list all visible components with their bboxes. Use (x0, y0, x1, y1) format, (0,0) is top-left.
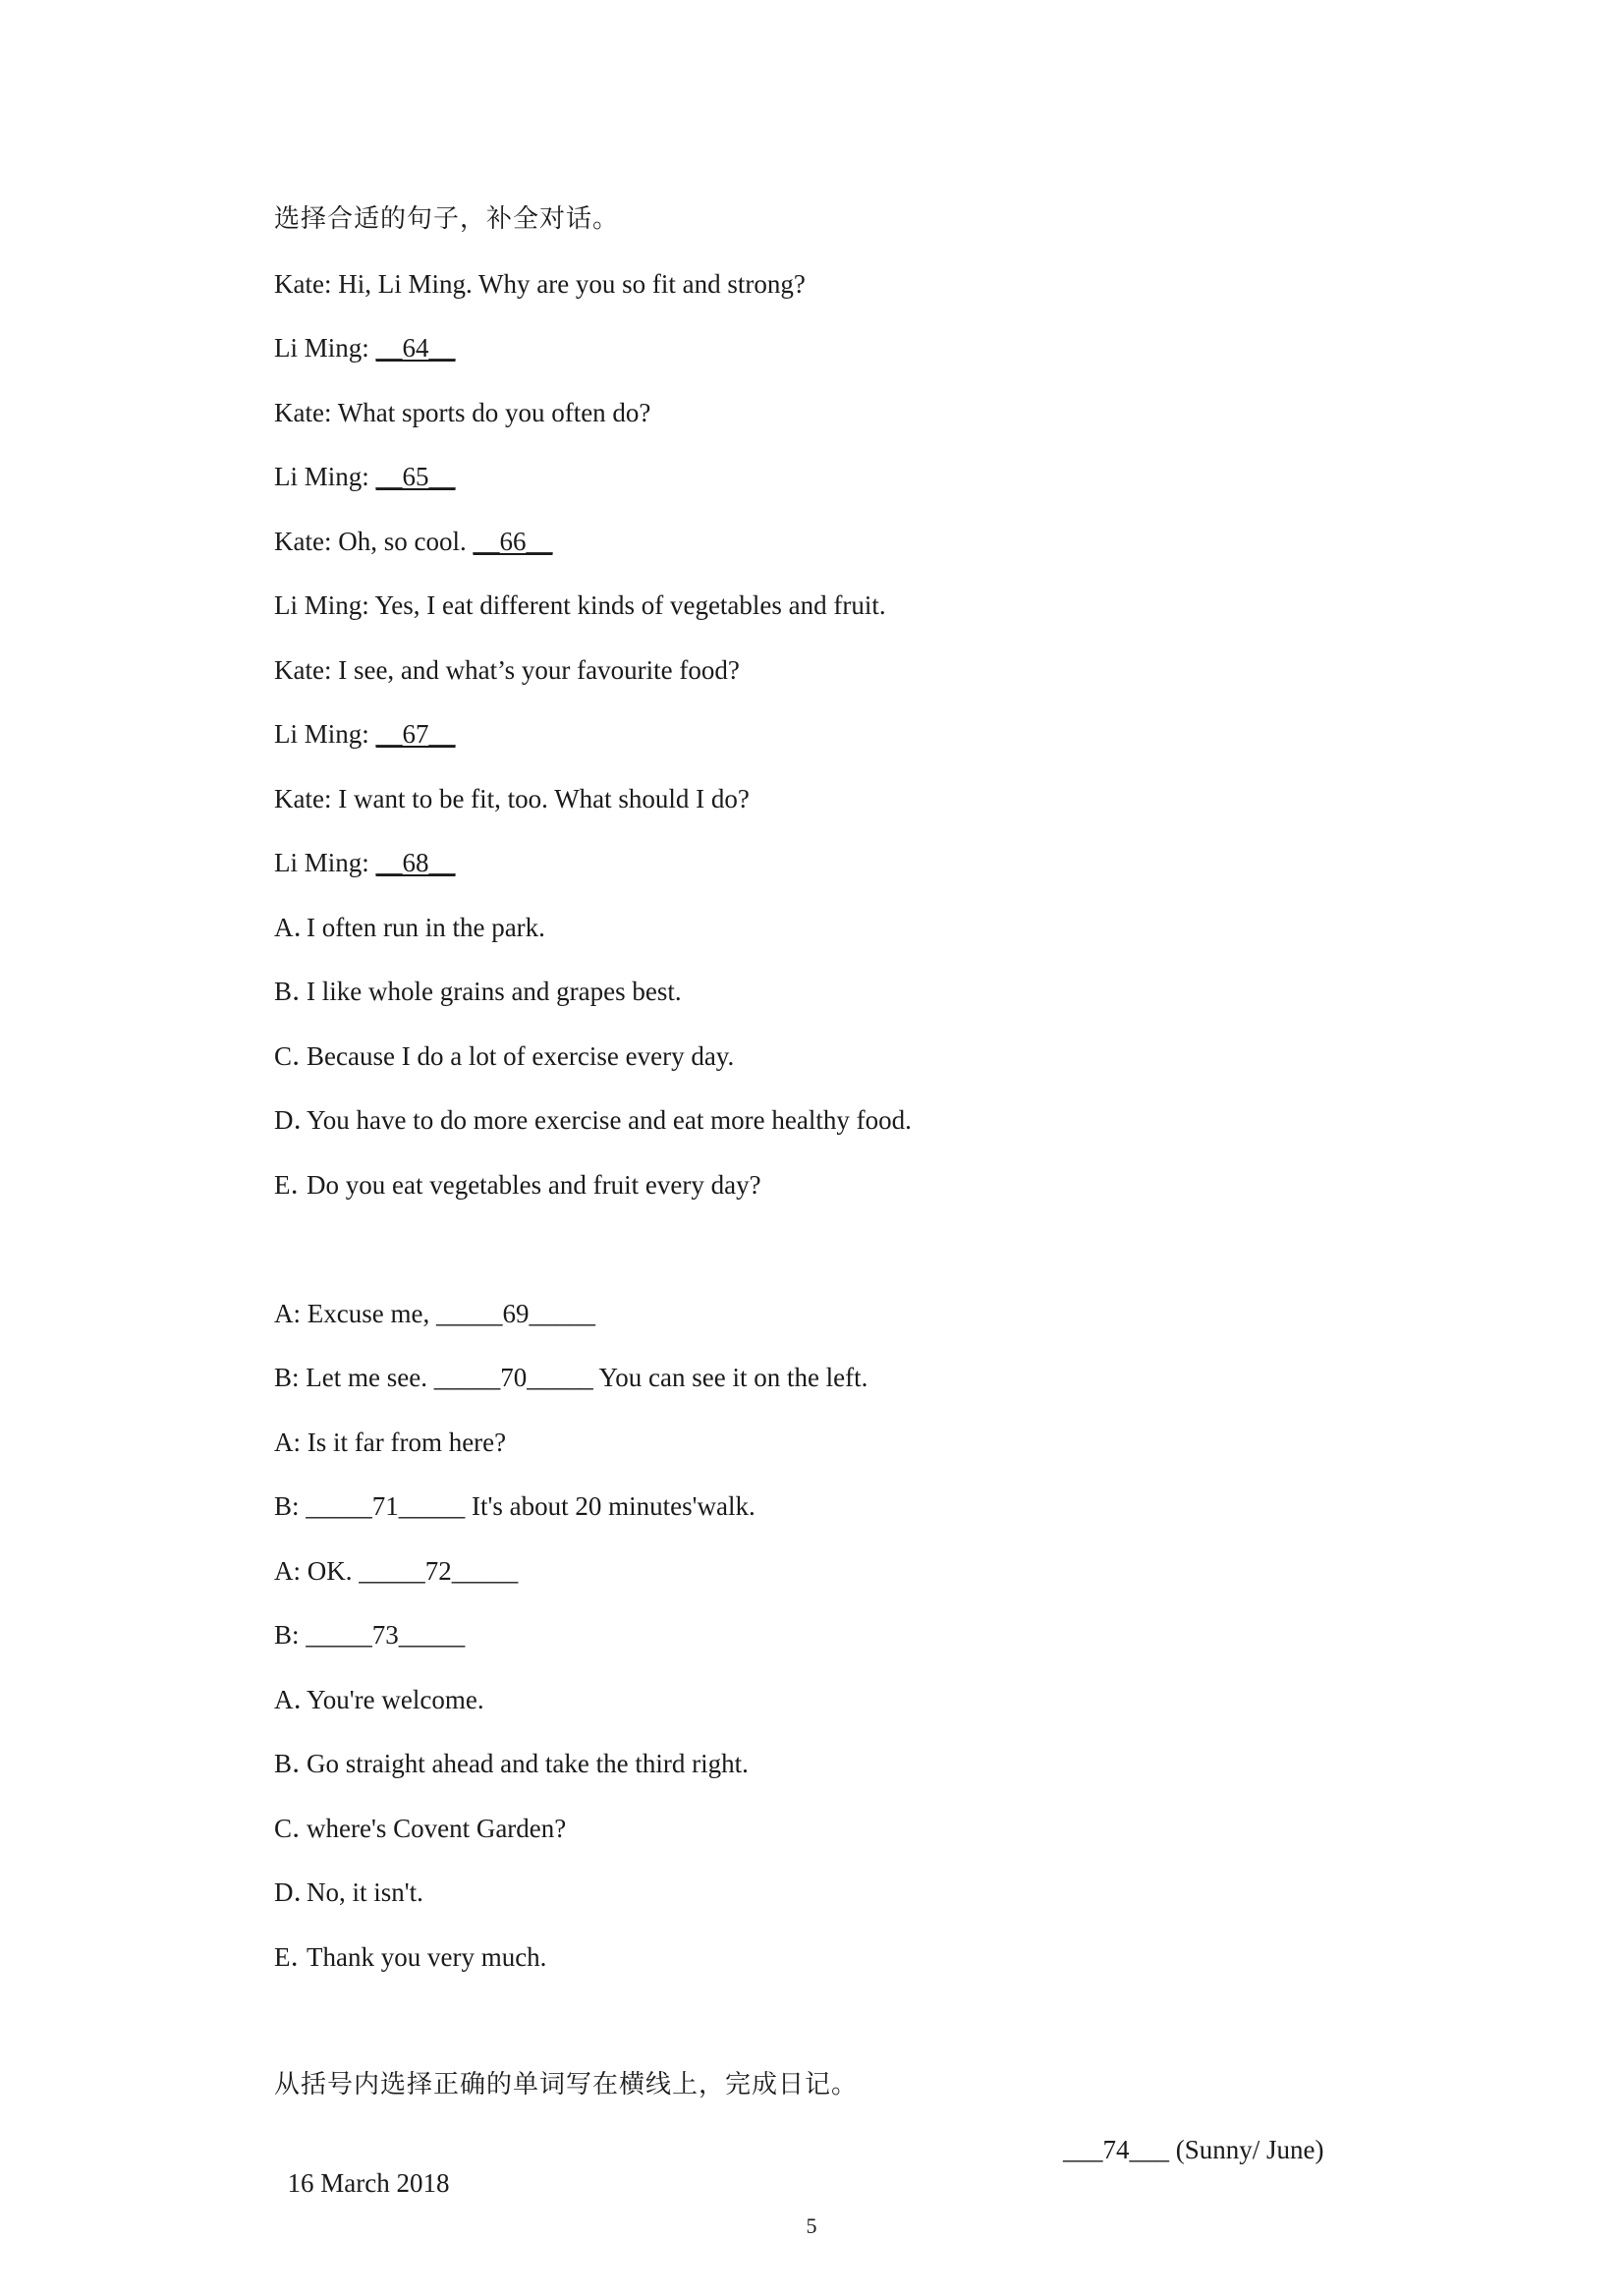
dialogue-text: It's about 20 minutes'walk. (465, 1491, 756, 1521)
option-text: where's Covent Garden? (307, 1814, 567, 1843)
word-choice-hint: (Sunny/ June) (1169, 2135, 1324, 2164)
section1-instruction: 选择合适的句子，补全对话。 (274, 204, 620, 234)
weather-field (1063, 2133, 1324, 2166)
answer-blank-65[interactable]: __65__ (375, 462, 456, 491)
answer-blank-73[interactable]: _____73_____ (306, 1620, 466, 1650)
dialogue-speaker: Li Ming: (274, 848, 376, 877)
option-text: I often run in the park. (307, 913, 545, 942)
option-letter: D． (274, 1877, 320, 1907)
dialogue-line: Kate: I see, and what’s your favourite food? (274, 655, 740, 685)
option-text: You have to do more exercise and eat more healthy food. (307, 1105, 912, 1135)
answer-blank-64[interactable]: __64__ (375, 333, 456, 363)
dialogue-text: You can see it on the left. (592, 1363, 868, 1392)
option-item (274, 1683, 484, 1716)
dialogue-speaker: B: (274, 1491, 307, 1521)
dialogue-line (274, 1361, 867, 1394)
option-letter: E． (274, 1942, 317, 1972)
option-item (274, 1747, 749, 1780)
option-text: Thank you very much. (307, 1942, 547, 1972)
option-item (274, 1812, 566, 1845)
option-item (274, 1876, 423, 1909)
option-text: You're welcome. (307, 1685, 484, 1714)
answer-blank-70[interactable]: _____70_____ (433, 1363, 593, 1392)
answer-blank-68[interactable]: __68__ (375, 848, 456, 877)
dialogue-line (274, 525, 552, 558)
option-item (274, 1168, 761, 1202)
dialogue-speaker: Li Ming: (274, 333, 376, 363)
option-letter: D． (274, 1105, 320, 1135)
option-letter: C． (274, 1041, 319, 1071)
dialogue-line (274, 1489, 756, 1523)
option-item (274, 1103, 912, 1137)
dialogue-speaker: B: Let me see. (274, 1363, 434, 1392)
dialogue-line (274, 331, 456, 364)
dialogue-speaker: A: OK. (274, 1556, 360, 1586)
dialogue-line (274, 717, 456, 751)
option-letter: E． (274, 1170, 317, 1200)
option-text: I like whole grains and grapes best. (307, 977, 682, 1006)
answer-blank-66[interactable]: __66__ (473, 527, 553, 556)
option-text: Because I do a lot of exercise every day. (307, 1041, 735, 1071)
dialogue-speaker: Li Ming: (274, 719, 376, 749)
option-item (274, 1940, 546, 1974)
answer-blank-74[interactable]: ___74___ (1063, 2135, 1169, 2164)
dialogue-line (274, 846, 456, 879)
dialogue-line (274, 1297, 595, 1330)
dialogue-line: A: Is it far from here? (274, 1428, 507, 1457)
option-item (274, 975, 682, 1008)
section3-instruction: 从括号内选择正确的单词写在横线上，完成日记。 (274, 2070, 859, 2100)
page-number: 5 (806, 2213, 817, 2238)
option-text: Go straight ahead and take the third right. (307, 1749, 749, 1778)
dialogue-line: Kate: Hi, Li Ming. Why are you so fit and strong? (274, 269, 806, 299)
option-text: Do you eat vegetables and fruit every day? (307, 1170, 761, 1200)
dialogue-line: Li Ming: Yes, I eat different kinds of vegetables and fruit. (274, 590, 886, 620)
answer-blank-72[interactable]: _____72_____ (359, 1556, 519, 1586)
option-letter: B． (274, 1749, 319, 1778)
dialogue-speaker: B: (274, 1620, 307, 1650)
dialogue-line (274, 1618, 465, 1652)
option-item (274, 1039, 734, 1073)
dialogue-line (274, 460, 456, 493)
option-letter: A． (274, 1685, 320, 1714)
option-letter: B． (274, 977, 319, 1006)
dialogue-speaker: A: Excuse me, (274, 1299, 436, 1328)
option-letter: C． (274, 1814, 319, 1843)
answer-blank-71[interactable]: _____71_____ (306, 1491, 466, 1521)
answer-blank-69[interactable]: _____69_____ (435, 1299, 595, 1328)
option-text: No, it isn't. (307, 1877, 423, 1907)
dialogue-line: Kate: What sports do you often do? (274, 398, 651, 427)
dialogue-line (274, 1554, 518, 1588)
dialogue-speaker: Kate: Oh, so cool. (274, 527, 474, 556)
dialogue-line: Kate: I want to be fit, too. What should I do? (274, 784, 750, 813)
dialogue-speaker: Li Ming: (274, 462, 376, 491)
option-letter: A． (274, 913, 320, 942)
diary-date: 16 March 2018 (287, 2168, 450, 2198)
option-item (274, 911, 545, 944)
answer-blank-67[interactable]: __67__ (375, 719, 456, 749)
